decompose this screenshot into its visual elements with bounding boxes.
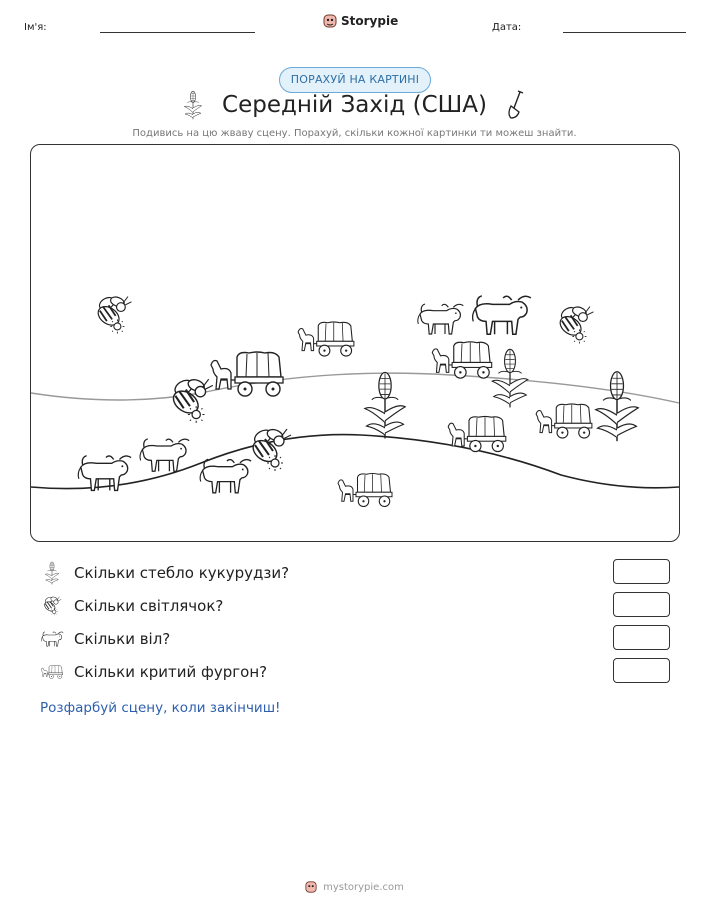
- footer: [0, 880, 709, 894]
- answer-box-firefly[interactable]: [613, 592, 670, 617]
- firefly-icon: [40, 594, 64, 618]
- date-label: Дата:: [492, 22, 522, 33]
- ox-icon: [200, 459, 251, 493]
- footer-url[interactable]: mystorypie.com: [323, 881, 404, 893]
- covered-wagon-icon: [40, 660, 64, 684]
- ox-icon: [473, 296, 531, 334]
- storypie-mascot-icon: [323, 13, 337, 29]
- covered-wagon-icon: [536, 404, 592, 438]
- covered-wagon-icon: [298, 322, 354, 356]
- corn-icon: [596, 372, 639, 441]
- firefly-icon: [249, 427, 291, 471]
- midwest-scene-illustration: [31, 145, 679, 541]
- firefly-icon: [95, 295, 132, 333]
- worksheet-type-badge: ПОРАХУЙ НА КАРТИНІ: [279, 67, 431, 93]
- counting-scene: [30, 144, 680, 542]
- question-text: Скільки критий фургон?: [74, 663, 268, 681]
- question-text: Скільки віл?: [74, 630, 171, 648]
- answer-box-wagon[interactable]: [613, 658, 670, 683]
- corn-icon: [365, 372, 405, 438]
- page-subtitle: Подивись на цю жваву сцену. Порахуй, скільки кожної картинки ти можеш знайти.: [132, 128, 577, 139]
- ox-icon: [140, 439, 189, 471]
- covered-wagon-icon: [338, 474, 392, 507]
- firefly-icon: [169, 377, 212, 422]
- brand-name: Storypie: [341, 14, 399, 28]
- covered-wagon-icon: [432, 342, 491, 378]
- ox-icon: [78, 456, 131, 491]
- storypie-mascot-icon: [305, 880, 317, 894]
- front-hill-line: [31, 435, 679, 489]
- corn-icon: [40, 561, 64, 585]
- back-hill-line: [31, 373, 679, 403]
- ox-icon: [418, 304, 464, 334]
- firefly-icon: [557, 305, 594, 343]
- question-row: [40, 659, 267, 685]
- shovel-icon: [505, 90, 525, 120]
- ox-icon: [40, 627, 64, 651]
- answer-box-ox[interactable]: [613, 625, 670, 650]
- name-line[interactable]: [100, 32, 255, 33]
- answer-box-corn[interactable]: [613, 559, 670, 584]
- name-label: Ім'я:: [24, 22, 47, 33]
- question-row: [40, 626, 170, 652]
- coloring-instruction: Розфарбуй сцену, коли закінчиш!: [40, 700, 281, 716]
- page-title: Середній Захід (США): [222, 92, 487, 118]
- question-row: [40, 560, 289, 586]
- date-line[interactable]: [563, 32, 686, 33]
- question-row: [40, 593, 223, 619]
- question-text: Скільки світлячок?: [74, 597, 224, 615]
- brand-logo: [323, 13, 398, 29]
- question-text: Скільки стебло кукурудзи?: [74, 564, 290, 582]
